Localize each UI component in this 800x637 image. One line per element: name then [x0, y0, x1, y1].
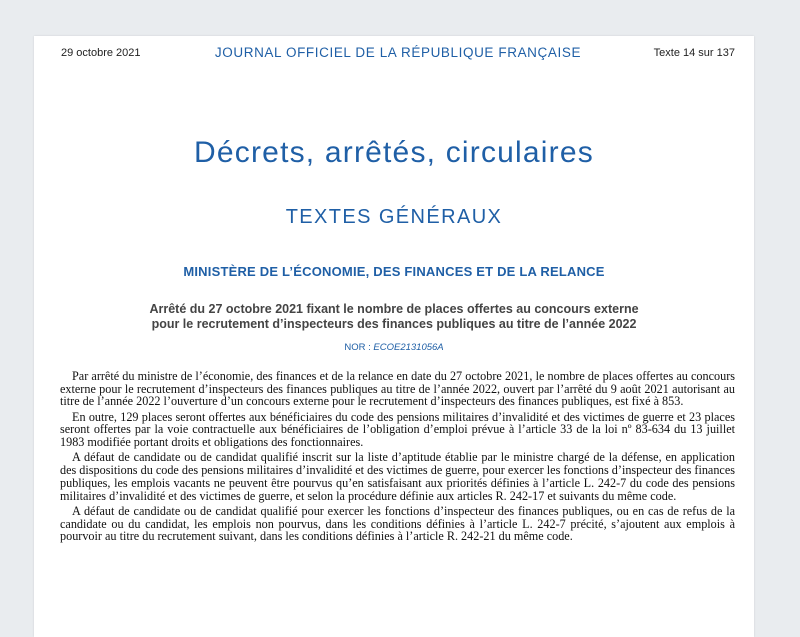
document-page — [34, 36, 754, 637]
arrete-title-line-2: pour le recrutement d’inspecteurs des finances publiques au titre de l’année 2022 — [151, 317, 637, 331]
publication-date: 29 octobre 2021 — [61, 47, 141, 59]
arrete-body — [60, 370, 735, 546]
section-subtitle: TEXTES GÉNÉRAUX — [285, 206, 503, 228]
arrete-title — [74, 302, 714, 332]
journal-name: JOURNAL OFFICIEL DE LA RÉPUBLIQUE FRANÇAISE — [214, 45, 582, 60]
page-header — [61, 45, 735, 61]
section-title: Décrets, arrêtés, circulaires — [194, 136, 594, 169]
text-number: Texte 14 sur 137 — [653, 47, 735, 59]
paragraph-3: A défaut de candidate ou de candidat qualifié inscrit sur la liste d’aptitude établie par le ministre chargé de la défense, en application des dispositions du code des pensions militaires d’invalidité et des victimes de guerre, pour exercer les fonctions d’inspecteur des finances publiques, les emplois vacants ne peuvent être pourvus qu’en satisfaisant aux priorités définies à l’article L. 242-7 du code des pensions militaires d’invalidité et des victimes de guerre, et selon la procédure définie aux articles R. 242-17 et suivants du même code. — [60, 450, 735, 503]
nor-label: NOR : — [344, 342, 374, 353]
arrete-title-line-1: Arrêté du 27 octobre 2021 fixant le nombre de places offertes au concours externe — [149, 302, 639, 316]
nor-code: ECOE2131056A — [373, 342, 444, 353]
paragraph-4: A défaut de candidate ou de candidat qualifié pour exercer les fonctions d’inspecteur des finances publiques, ou en cas de refus de la candidate ou du candidat, les emplois non pourvus, dans les conditions définies à l’article L. 242-7 précité, s’ajoutent aux emplois à pourvoir au titre du recrutement suivant, dans les conditions définies à l’article R. 242-21 du même code. — [60, 503, 735, 544]
paragraph-2: En outre, 129 places seront offertes aux bénéficiaires du code des pensions militaires d’invalidité et des victimes de guerre et 23 places seront offertes par la voie contractuelle aux bénéficiaires de l’obligation d’emploi prévue à l’article 33 de la loi nº 83-634 du 13 juillet 1983 modifiée portant droits et obligations des fonctionnaires. — [60, 409, 735, 450]
nor-reference — [34, 342, 754, 353]
paragraph-1: Par arrêté du ministre de l’économie, des finances et de la relance en date du 27 octobre 2021, le nombre de places offertes au concours externe pour le recrutement d’inspecteurs des finances publiques au titre de l’année 2022, ouvert par l’arrêté du 9 août 2021 autorisant au titre de l’année 2022 l’ouverture d’un concours externe pour le recrutement d’inspecteurs des finances publiques, est fixé à 853. — [60, 369, 735, 409]
ministry-heading: MINISTÈRE DE L’ÉCONOMIE, DES FINANCES ET DE LA RELANCE — [183, 264, 605, 279]
